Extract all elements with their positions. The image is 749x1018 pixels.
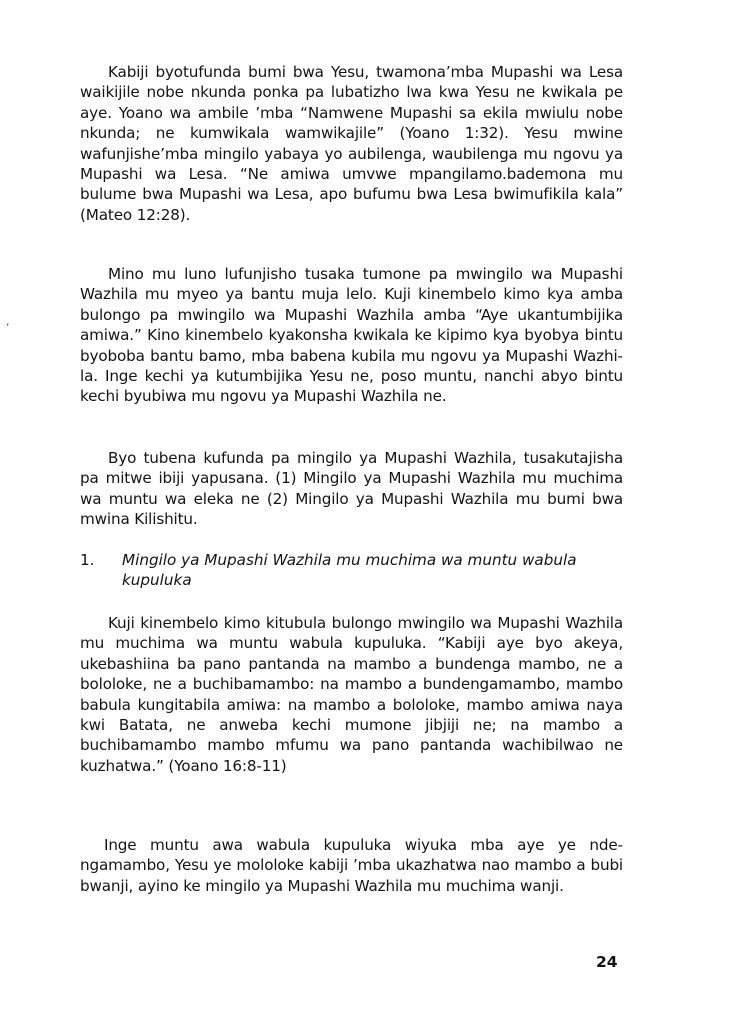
paragraph-5: Inge muntu awa wabula kupuluka wiyuka mba aye ye ndengamambo, Yesu ye mololoke kabiji ’mba ukazhatwa nao mambo a bubi bwanji, ayino ke mingilo ya Mupashi Wazhila mu muchima wanji.: [80, 836, 623, 895]
paragraph-1: Kabiji byotufunda bumi bwa Yesu, twamona’mba Mupashi wa Lesa waikijile nobe nkunda ponka pa lubatizho lwa kwa Yesu ne kwikala pe aye. Yoano wa ambile ’mba “Namwene Mupashi sa ekila mwiulu nobe nkunda; ne kumwikala wamwikajile” (Yoano 1:32). Yesu mwine wafunjishe’mba mingilo yabaya yo aubilenga, waubilenga mu ngovu ya Mupashi wa Lesa. “Ne amiwa umvwe mpangilamo.bademona mu bulume bwa Mupashi wa Lesa, apo bufumu bwa Lesa bwimufikila kala” (Mateo 12:28).: [80, 63, 623, 224]
paragraph-2: Mino mu luno lufunjisho tusaka tumone pa mwingilo wa Mupashi Wazhila mu myeo ya bantu muja lelo. Kuji kinembelo kimo kya amba bulongo pa mwingilo wa Mupashi Wazhila amba “Aye ukantumbijika amiwa.” Kino kinembelo kyakonsha kwikala ke kipimo kya byobya bintu byoboba bantu bamo, mba babena kubila mu ngovu ya Mupashi Wazhila. Inge kechi ya kutumbijika Yesu ne, poso muntu, nanchi abyo bintu kechi byubiwa mu ngovu ya Mupashi Wazhila ne.: [80, 265, 623, 406]
section-heading: [80, 550, 623, 591]
margin-mark: ‘: [6, 321, 10, 334]
paragraph-3: Byo tubena kufunda pa mingilo ya Mupashi Wazhila, tusakutajisha pa mitwe ibiji yapusana. (1) Mingilo ya Mupashi Wazhila mu muchima wa muntu wa eleka ne (2) Mingilo ya Mupashi Wazhila mu bumi bwa mwina Kilishitu.: [80, 449, 623, 529]
section-title: Mingilo ya Mupashi Wazhila mu muchima wa muntu wabula kupuluka: [122, 551, 577, 590]
paragraph-4: Kuji kinembelo kimo kitubula bulongo mwingilo wa Mupashi Wazhila mu muchima wa muntu wabula kupuluka. “Kabiji aye byo akeya, ukebashiina ba pano pantanda na mambo a bundenga mambo, ne a bololoke, ne a buchibamambo: na mambo a bundengamambo, mambo babula kungitabila amiwa: na mambo a bololoke, mambo amiwa naya kwi Batata, ne anweba kechi mumone jibjiji ne; na mambo a buchibamambo mambo mfumu wa pano pantanda wachibilwao ne kuzhatwa.” (Yoano 16:8-11): [80, 614, 623, 775]
section-number: 1.: [80, 551, 95, 569]
page-number: 24: [596, 953, 618, 971]
